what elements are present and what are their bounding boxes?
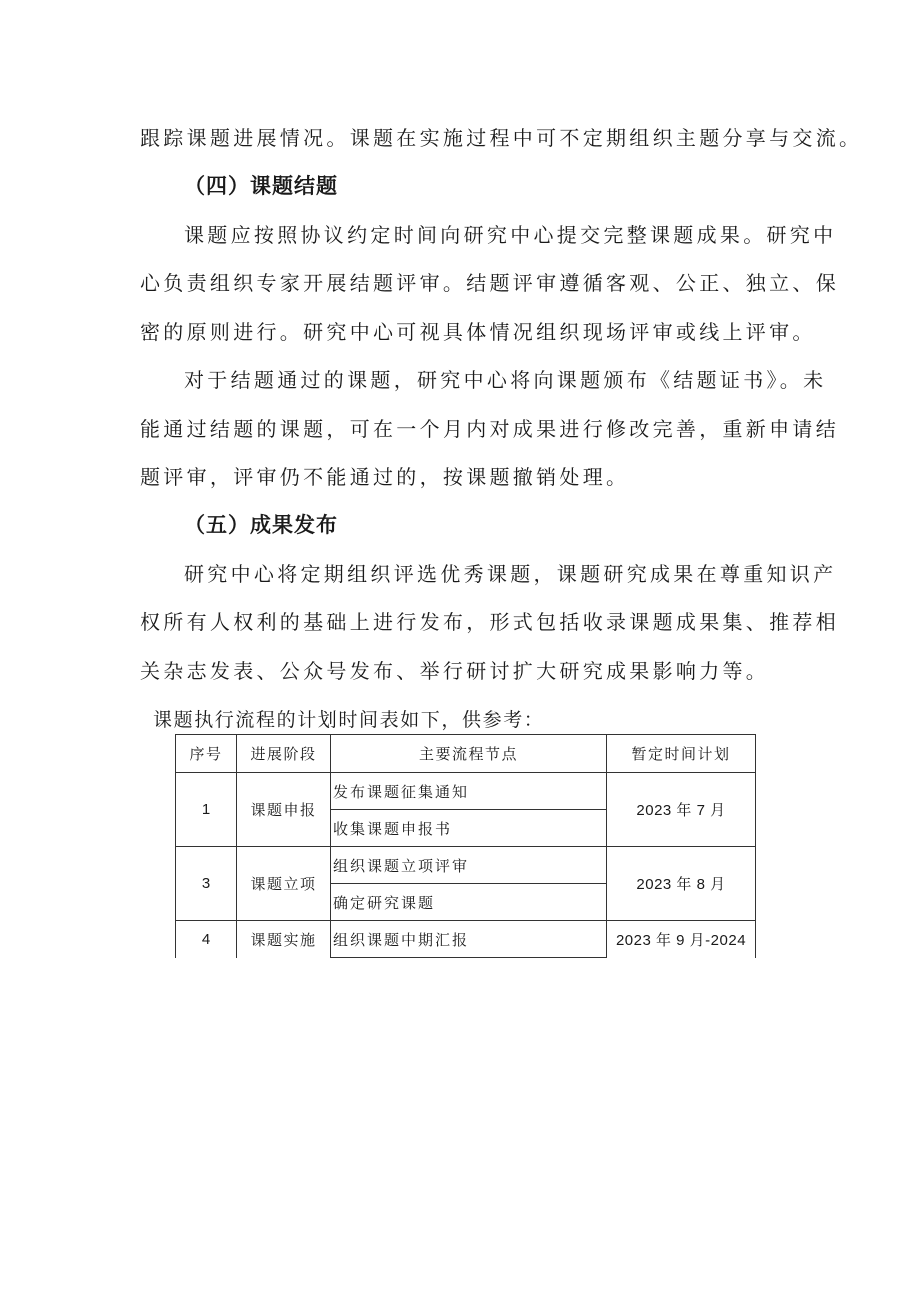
time-plan-cell: 2023 年 8 月 bbox=[607, 847, 756, 921]
section-heading-conclusion: （四）课题结题 bbox=[184, 174, 338, 198]
column-header: 序号 bbox=[176, 735, 237, 773]
process-node-cell: 确定研究课题 bbox=[331, 884, 607, 921]
paragraph-line: 密的原则进行。研究中心可视具体情况组织现场评审或线上评审。 bbox=[140, 320, 816, 344]
process-node-cell: 组织课题中期汇报 bbox=[331, 921, 607, 958]
column-header: 进展阶段 bbox=[237, 735, 331, 773]
paragraph-line: 对于结题通过的课题，研究中心将向课题颁布《结题证书》。未 bbox=[184, 368, 827, 392]
stage-cell: 课题实施 bbox=[237, 921, 331, 958]
column-header: 暂定时间计划 bbox=[607, 735, 756, 773]
paragraph-line: 跟踪课题进展情况。课题在实施过程中可不定期组织主题分享与交流。 bbox=[140, 126, 863, 150]
process-node-cell: 收集课题申报书 bbox=[331, 810, 607, 847]
row-number: 3 bbox=[176, 847, 237, 921]
stage-cell: 课题申报 bbox=[237, 773, 331, 847]
table-header-row bbox=[176, 735, 756, 773]
stage-cell: 课题立项 bbox=[237, 847, 331, 921]
paragraph-line: 能通过结题的课题，可在一个月内对成果进行修改完善，重新申请结 bbox=[140, 417, 839, 441]
paragraph-line: 权所有人权利的基础上进行发布，形式包括收录课题成果集、推荐相 bbox=[140, 610, 839, 634]
row-number: 1 bbox=[176, 773, 237, 847]
paragraph-line: 研究中心将定期组织评选优秀课题，课题研究成果在尊重知识产 bbox=[184, 562, 837, 586]
time-plan-cell: 2023 年 9 月-2024 bbox=[607, 921, 756, 958]
row-number: 4 bbox=[176, 921, 237, 958]
table-row bbox=[176, 921, 756, 958]
paragraph-line: 课题应按照协议约定时间向研究中心提交完整课题成果。研究中 bbox=[184, 223, 837, 247]
table-row bbox=[176, 773, 756, 810]
process-node-cell: 发布课题征集通知 bbox=[331, 773, 607, 810]
section-heading-publication: （五）成果发布 bbox=[184, 513, 338, 537]
column-header: 主要流程节点 bbox=[331, 735, 607, 773]
process-node-cell: 组织课题立项评审 bbox=[331, 847, 607, 884]
paragraph-line: 题评审，评审仍不能通过的，按课题撤销处理。 bbox=[140, 465, 630, 489]
time-plan-cell: 2023 年 7 月 bbox=[607, 773, 756, 847]
schedule-table bbox=[175, 734, 756, 958]
table-row bbox=[176, 847, 756, 884]
paragraph-line: 心负责组织专家开展结题评审。结题评审遵循客观、公正、独立、保 bbox=[140, 271, 839, 295]
paragraph-line: 关杂志发表、公众号发布、举行研讨扩大研究成果影响力等。 bbox=[140, 659, 770, 683]
table-caption: 课题执行流程的计划时间表如下，供参考： bbox=[153, 709, 545, 731]
